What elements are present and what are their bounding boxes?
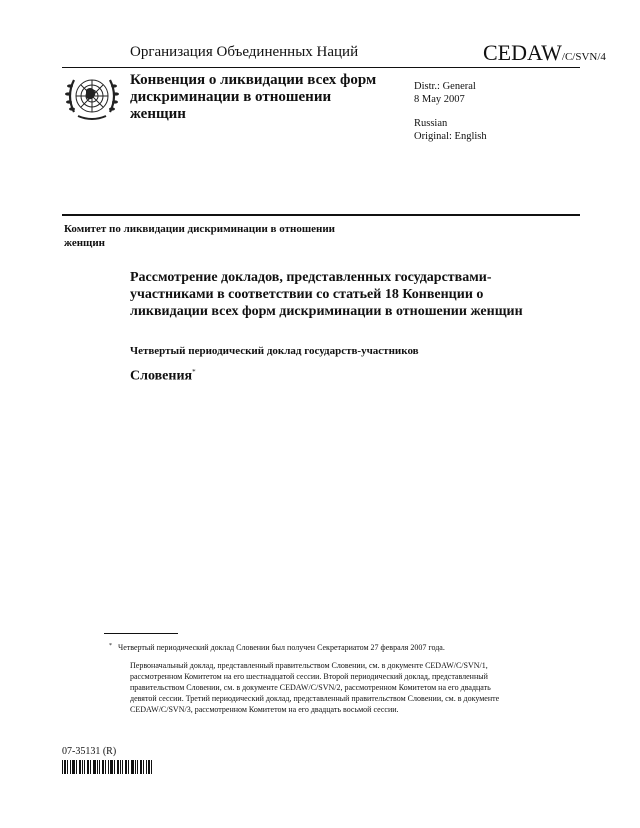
footnote-1-text: Четвертый периодический доклад Словении был получен Секретариатом 27 февраля 2007 года. — [118, 643, 445, 652]
document-language: Russian — [414, 118, 448, 129]
distribution-block — [414, 80, 476, 106]
document-date: 8 May 2007 — [414, 94, 465, 105]
job-number: 07-35131 (R) — [62, 746, 117, 757]
country-name — [130, 368, 196, 385]
un-emblem-icon — [64, 72, 120, 124]
distribution-type: Distr.: General — [414, 81, 476, 92]
section-rule — [62, 214, 580, 216]
report-subtitle: Четвертый периодический доклад государств-участников — [130, 345, 419, 357]
country-label: Словения — [130, 368, 193, 384]
footnote-marker: * — [192, 368, 196, 376]
footnote-1-mark: * — [109, 643, 112, 649]
main-heading: Рассмотрение докладов, представленных государствами-участниками в соответствии со статьей 18 Конвенции о ликвидации всех форм дискриминации в отношении женщин — [130, 270, 523, 319]
organization-name: Организация Объединенных Наций — [130, 44, 359, 60]
original-language: Original: English — [414, 131, 487, 142]
symbol-sub: /C/SVN/4 — [561, 51, 606, 63]
convention-title: Конвенция о ликвидации всех форм дискриминации в отношении женщин — [130, 72, 377, 122]
committee-name: Комитет по ликвидации дискриминации в отношении женщин — [64, 223, 336, 249]
header-rule — [62, 67, 580, 68]
symbol-main: CEDAW — [483, 40, 562, 65]
footnote-1 — [109, 642, 518, 653]
document-symbol — [483, 40, 606, 66]
footnote-rule — [104, 633, 178, 634]
footnote-2: Первоначальный доклад, представленный правительством Словении, см. в документе CEDAW/C/SVN/1, рассмотренном Комитетом на его шестнадцатой сессии. Второй периодический доклад, представленный правительством Словении, см. в документе CEDAW/C/SVN/2, рассмотренном Комитетом на его двадцать девятой сессии. Третий периодический доклад, представленный правительством Словении, см. в документе CEDAW/C/SVN/3, рассмотренном Комитетом на его двадцать восьмой сессии. — [130, 661, 500, 714]
barcode-icon — [62, 760, 152, 774]
language-block — [414, 117, 487, 143]
